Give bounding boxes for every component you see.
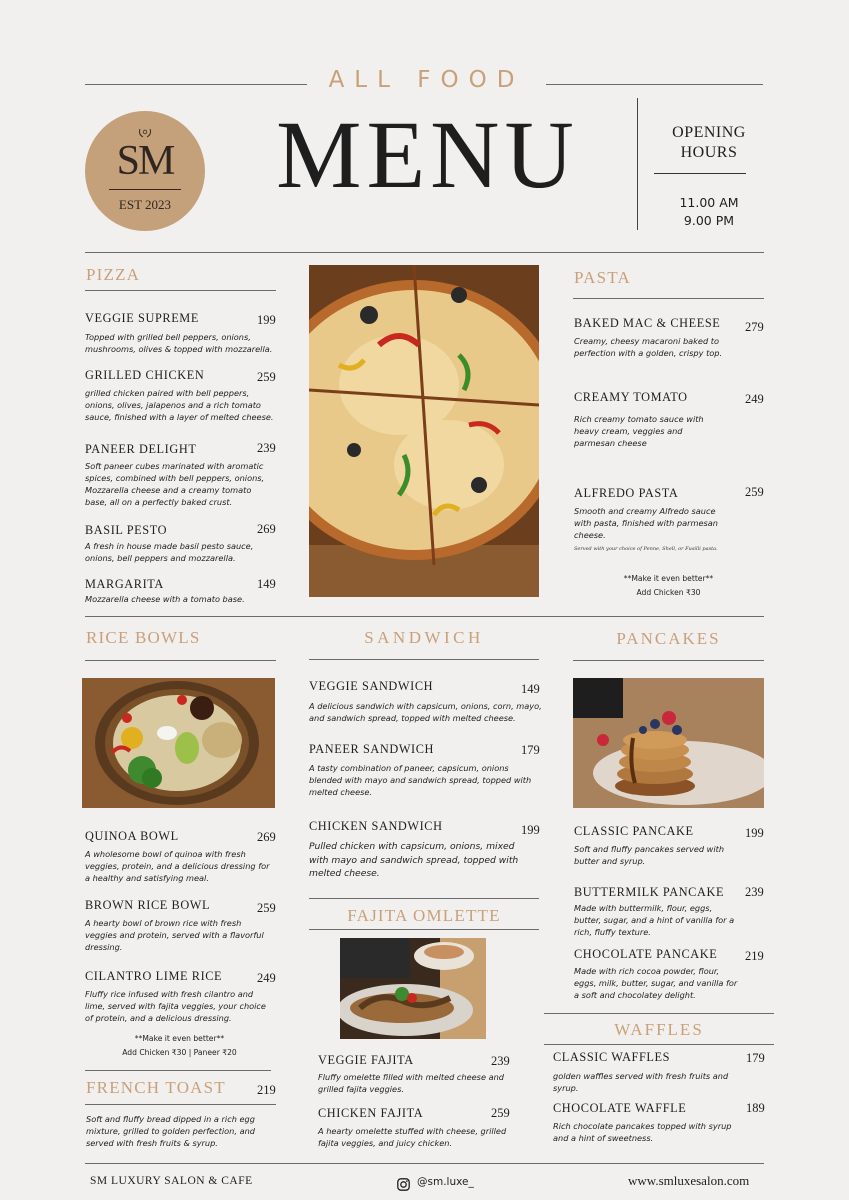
pancakes-photo: [573, 678, 764, 808]
fajita-rule: [309, 929, 539, 930]
logo-monogram: SM: [116, 138, 174, 184]
rice-item-desc: Fluffy rice infused with fresh cilantro and lime, served with fajita veggies, your choice of protein, and a delicious dressing.: [85, 989, 266, 1023]
pancake-item-desc: Soft and fluffy pancakes served with butter and syrup.: [574, 844, 725, 866]
rice-item-name: BROWN RICE BOWL: [85, 898, 211, 912]
sandwich-rule: [309, 659, 539, 660]
instagram-icon[interactable]: [397, 1176, 410, 1189]
hours-rule: [654, 173, 746, 174]
pasta-item-desc: Rich creamy tomato sauce with heavy cream, veggies and parmesan cheese: [574, 414, 704, 448]
pizza-item-name: GRILLED CHICKEN: [85, 368, 205, 382]
pancake-item-desc: Made with rich cocoa powder, flour, eggs, milk, butter, sugar, and vanilla for a soft and chocolatey delight.: [574, 966, 738, 1000]
pancake-item-name: CLASSIC PANCAKE: [574, 824, 694, 838]
opening-time: 11.00 AM: [679, 195, 739, 210]
waffles-rule-top: [544, 1013, 774, 1014]
rice-item-price: 269: [257, 830, 276, 844]
opening-hours-label-2: HOURS: [680, 144, 738, 161]
waffle-item-price: 189: [746, 1101, 765, 1115]
pizza-item-price: 199: [257, 313, 276, 327]
pasta-item-desc: Smooth and creamy Alfredo sauce with pasta, finished with parmesan cheese.: [574, 506, 718, 540]
closing-time: 9.00 PM: [683, 213, 735, 228]
waffle-item-price: 179: [746, 1051, 765, 1065]
pasta-item-name: CREAMY TOMATO: [574, 390, 688, 404]
sandwich-item-desc: Pulled chicken with capsicum, onions, mixed with mayo and sandwich spread, topped with melted cheese.: [309, 841, 519, 879]
rice-rule: [85, 660, 276, 661]
pancake-item-name: CHOCOLATE PANCAKE: [574, 947, 718, 961]
pancake-item-price: 219: [745, 949, 764, 963]
pasta-item-desc: Creamy, cheesy macaroni baked to perfection with a golden, crispy top.: [574, 336, 723, 358]
sandwich-item-name: PANEER SANDWICH: [309, 742, 435, 756]
pasta-rule: [573, 298, 764, 299]
pasta-item-name: BAKED MAC & CHEESE: [574, 316, 721, 330]
pizza-item-desc: A fresh in house made basil pesto sauce, onions, bell peppers and mozzarella.: [85, 541, 254, 563]
sandwich-item-price: 199: [521, 823, 540, 837]
pizza-item-desc: Topped with grilled bell peppers, onions, mushrooms, olives & topped with mozzarella.: [85, 332, 273, 354]
pancake-item-desc: Made with buttermilk, flour, eggs, butter, sugar, and a hint of vanilla for a rich, fluffy texture.: [574, 903, 735, 937]
pancake-item-price: 199: [745, 826, 764, 840]
waffle-item-desc: Rich chocolate pancakes topped with syrup and a hint of sweetness.: [553, 1121, 732, 1143]
pasta-item-name: ALFREDO PASTA: [574, 486, 679, 500]
fajita-item-name: VEGGIE FAJITA: [318, 1053, 414, 1067]
section-title-sandwich: SANDWICH: [364, 628, 484, 647]
footer-social-handle[interactable]: @sm.luxe_: [417, 1176, 474, 1188]
header-subtitle: ALL FOOD: [328, 67, 525, 93]
pancakes-rule: [573, 660, 764, 661]
rice-item-desc: A hearty bowl of brown rice with fresh veggies and protein, served with a flavorful dressing.: [85, 918, 264, 952]
sandwich-item-desc: A delicious sandwich with capsicum, onions, corn, mayo, and sandwich spread, topped with melted cheese.: [309, 701, 542, 723]
fajita-item-price: 239: [491, 1054, 510, 1068]
sandwich-item-name: VEGGIE SANDWICH: [309, 679, 434, 693]
opening-hours-label-1: OPENING: [672, 124, 746, 141]
french-toast-price: 219: [257, 1083, 276, 1097]
logo-divider: [109, 189, 181, 190]
pizza-rule: [85, 290, 276, 291]
pizza-item-name: VEGGIE SUPREME: [85, 311, 199, 325]
pizza-item-price: 149: [257, 577, 276, 591]
header-rule-right: [546, 84, 763, 85]
fajita-rule-top: [309, 898, 539, 899]
header-divider: [637, 98, 638, 230]
footer-website-link[interactable]: www.smluxesalon.com: [628, 1173, 750, 1188]
waffles-rule: [544, 1044, 774, 1045]
section-title-french-toast: FRENCH TOAST: [86, 1078, 226, 1097]
header-bottom-rule: [85, 252, 764, 253]
section-title-fajita: FAJITA OMLETTE: [347, 906, 501, 925]
pizza-item-price: 259: [257, 370, 276, 384]
pizza-item-price: 269: [257, 522, 276, 536]
rice-item-desc: A wholesome bowl of quinoa with fresh veggies, protein, and a delicious dressing for a healthy and satisfying meal.: [85, 849, 270, 883]
fajita-item-price: 259: [491, 1106, 510, 1120]
fajita-item-desc: A hearty omelette stuffed with cheese, grilled fajita veggies, and juicy chicken.: [318, 1126, 507, 1148]
pizza-item-name: MARGARITA: [85, 577, 164, 591]
section-title-pancakes: PANCAKES: [616, 629, 721, 648]
pancake-item-price: 239: [745, 885, 764, 899]
header-rule-left: [85, 84, 307, 85]
pasta-item-price: 259: [745, 485, 764, 499]
waffle-item-name: CLASSIC WAFFLES: [553, 1050, 671, 1064]
section-title-pizza: PIZZA: [86, 265, 141, 284]
fajita-item-desc: Fluffy omelette filled with melted cheese and grilled fajita veggies.: [318, 1072, 504, 1094]
pancake-item-name: BUTTERMILK PANCAKE: [574, 885, 725, 899]
rice-upsell-note: **Make it even better** Add Chicken ₹30 | Paneer ₹20: [122, 1034, 237, 1057]
french-toast-desc: Soft and fluffy bread dipped in a rich egg mixture, grilled to golden perfection, and served with fresh fruits & syrup.: [86, 1114, 255, 1148]
rice-item-price: 259: [257, 901, 276, 915]
footer-rule: [85, 1163, 764, 1164]
section-title-rice-bowls: RICE BOWLS: [86, 628, 201, 647]
pizza-photo: [309, 265, 539, 597]
sandwich-item-price: 149: [521, 682, 540, 696]
laurel-icon: [137, 124, 153, 136]
middle-rule: [85, 616, 764, 617]
rice-bowl-photo: [82, 678, 275, 808]
french-toast-rule-top: [85, 1070, 271, 1071]
pizza-item-name: BASIL PESTO: [85, 523, 168, 537]
footer-business-name: SM LUXURY SALON & CAFE: [90, 1175, 253, 1187]
rice-item-name: QUINOA BOWL: [85, 829, 179, 843]
sandwich-item-name: CHICKEN SANDWICH: [309, 819, 443, 833]
rice-item-name: CILANTRO LIME RICE: [85, 969, 223, 983]
rice-item-price: 249: [257, 971, 276, 985]
section-title-pasta: PASTA: [574, 268, 631, 287]
sandwich-item-desc: A tasty combination of paneer, capsicum, onions blended with mayo and sandwich spread, topped with melted cheese.: [309, 763, 532, 797]
waffle-item-desc: golden waffles served with fresh fruits and syrup.: [553, 1071, 729, 1093]
pizza-item-desc: Mozzarella cheese with a tomato base.: [85, 594, 245, 604]
sandwich-item-price: 179: [521, 743, 540, 757]
pasta-choice-note: Served with your choice of Penne, Shell, or Fusilli pasta.: [574, 546, 718, 552]
waffle-item-name: CHOCOLATE WAFFLE: [553, 1101, 687, 1115]
pasta-item-price: 249: [745, 392, 764, 406]
pizza-item-price: 239: [257, 441, 276, 455]
pizza-item-desc: grilled chicken paired with bell peppers, onions, olives, jalapenos and a rich tomato sauce, finished with a layer of melted cheese.: [85, 388, 274, 422]
section-title-waffles: WAFFLES: [614, 1020, 704, 1039]
pizza-item-name: PANEER DELIGHT: [85, 442, 197, 456]
logo: [85, 111, 205, 231]
fajita-photo: [340, 938, 486, 1039]
fajita-item-name: CHICKEN FAJITA: [318, 1106, 424, 1120]
page-title: MENU: [276, 101, 579, 208]
logo-est: EST 2023: [118, 197, 172, 212]
french-toast-rule: [85, 1104, 276, 1105]
pasta-item-price: 279: [745, 320, 764, 334]
pasta-upsell-note: **Make it even better** Add Chicken ₹30: [623, 574, 714, 597]
pizza-item-desc: Soft paneer cubes marinated with aromatic spices, combined with bell peppers, onions, Mozzarella cheese and a creamy tomato base, all on a perfectly baked crust.: [85, 461, 265, 507]
